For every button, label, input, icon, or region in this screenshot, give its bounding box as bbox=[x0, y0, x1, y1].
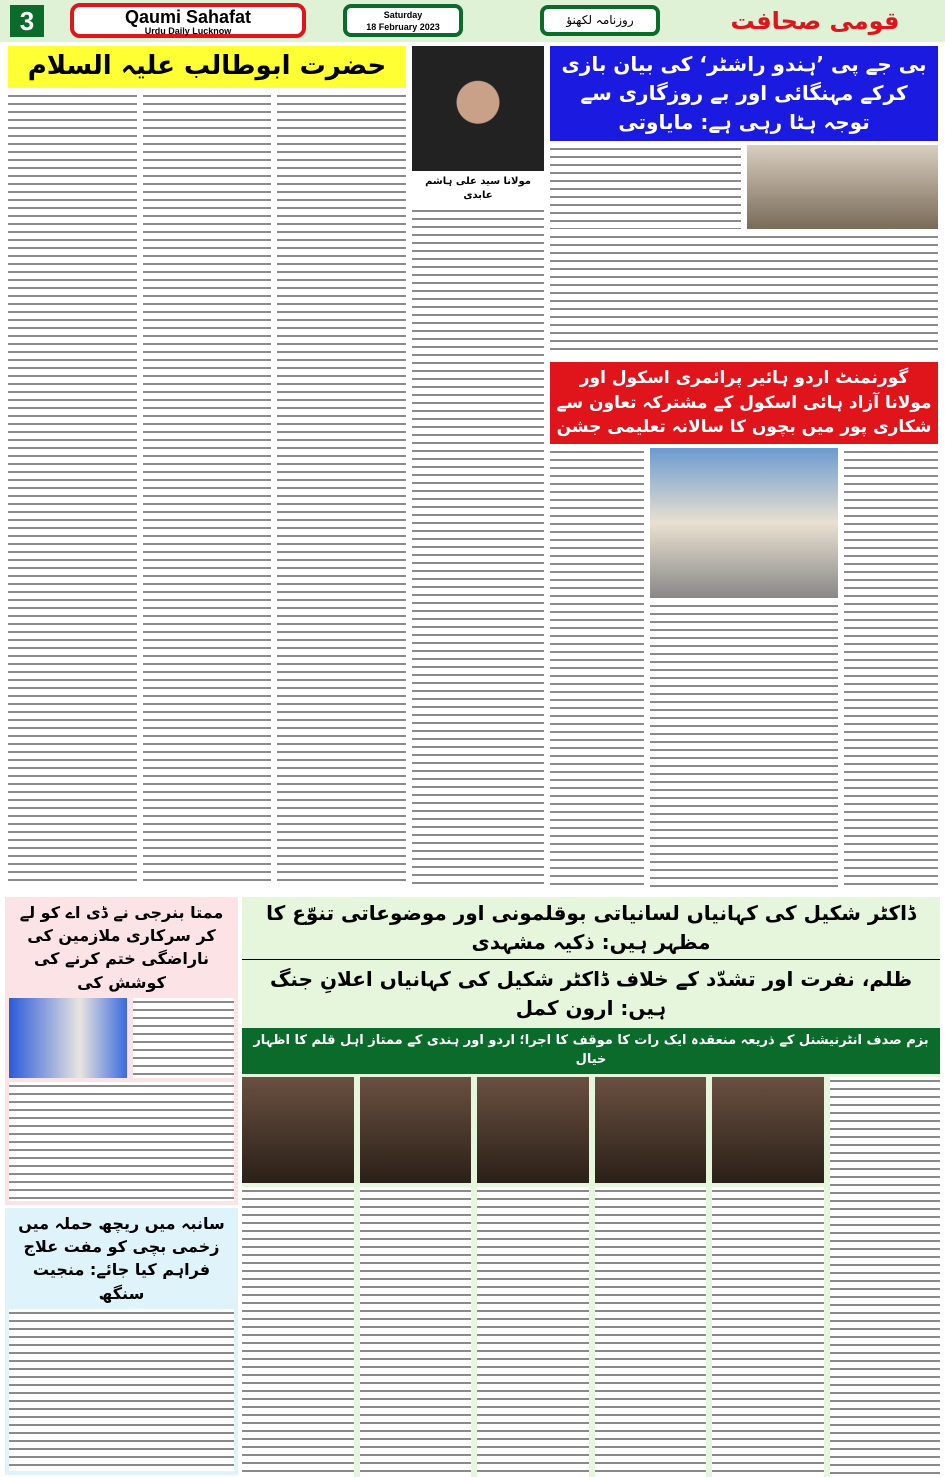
abu-talib-body bbox=[8, 92, 406, 887]
title: Qaumi Sahafat bbox=[124, 7, 252, 27]
shakeel-body bbox=[242, 1187, 824, 1477]
mamata-photo bbox=[9, 998, 127, 1078]
date-box bbox=[343, 4, 463, 37]
abu-talib-body-cont bbox=[412, 207, 544, 887]
page-number: 3 bbox=[10, 5, 44, 37]
speaker-photo bbox=[242, 1077, 354, 1183]
urdu-tag: روزنامہ لکھنؤ bbox=[540, 5, 660, 36]
mayawati-photo bbox=[747, 145, 938, 229]
author-column bbox=[412, 46, 544, 887]
school-photo bbox=[650, 448, 838, 598]
shakeel-headline-1: ڈاکٹر شکیل کی کہانیاں لسانیاتی بوقلمونی اور موضوعاتی تنوّع کا مظہر ہیں: ذکیہ مشہدی bbox=[242, 897, 940, 960]
mamata-body bbox=[9, 1082, 234, 1201]
abu-talib-headline: حضرت ابوطالب علیہ السلام bbox=[8, 46, 406, 88]
event-photos bbox=[242, 1077, 824, 1183]
date: 18 February 2023 bbox=[366, 22, 440, 32]
author-photo bbox=[412, 46, 544, 171]
mamata-box bbox=[5, 897, 238, 1205]
abu-talib-article bbox=[8, 46, 406, 887]
sanabah-headline: سانبہ میں ریچھ حملہ میں زخمی بچی کو مفت علاج فراہم کیا جائے: منجیت سنگھ bbox=[18, 1214, 225, 1303]
speaker-photo bbox=[360, 1077, 472, 1183]
mayawati-body-cont bbox=[550, 233, 938, 356]
shakeel-body-right bbox=[830, 1077, 940, 1477]
school-article bbox=[550, 362, 938, 890]
shakeel-headline-2: ظلم، نفرت اور تشدّد کے خلاف ڈاکٹر شکیل کی کہانیاں اعلانِ جنگ ہیں: ارون کمل bbox=[269, 967, 913, 1020]
mayawati-body bbox=[550, 145, 741, 229]
shakeel-subhead: بزم صدف انٹرنیشنل کے ذریعہ منعقدہ ایک رات کا موقف کا اجرا؛ اردو اور ہندی کے ممتاز اہل قلم کا اظہار خیال bbox=[242, 1028, 940, 1074]
school-body-mid bbox=[650, 602, 838, 890]
speaker-photo bbox=[595, 1077, 707, 1183]
sanabah-box bbox=[5, 1208, 238, 1475]
subtitle: Urdu Daily Lucknow bbox=[144, 26, 232, 36]
sanabah-body bbox=[9, 1309, 234, 1471]
mamata-headline: ممتا بنرجی نے ڈی اے کو لے کر سرکاری ملازمین کی ناراضگی ختم کرنے کی کوشش کی bbox=[19, 903, 224, 992]
school-body-left bbox=[550, 448, 644, 890]
newspaper-title bbox=[70, 3, 306, 38]
speaker-photo bbox=[477, 1077, 589, 1183]
mayawati-article bbox=[550, 46, 938, 356]
mamata-body-side bbox=[133, 998, 234, 1078]
speaker-photo bbox=[712, 1077, 824, 1183]
school-body-right bbox=[844, 448, 938, 890]
shakeel-section bbox=[242, 897, 940, 1477]
author-name: مولانا سید علی ہاشم عابدی bbox=[425, 176, 531, 201]
mayawati-headline: بی جے پی ’ہندو راشٹر‘ کی بیان بازی کرکے مہنگائی اور بے روزگاری سے توجہ ہٹا رہی ہے: مایاوتی bbox=[550, 46, 938, 141]
day: Saturday bbox=[383, 10, 423, 20]
school-headline: گورنمنٹ اردو ہائیر پرائمری اسکول اور مولانا آزاد ہائی اسکول کے مشترکہ تعاون سے شکاری پور میں بچوں کا سالانہ تعلیمی جشن bbox=[550, 362, 938, 444]
urdu-logo: قومی صحافت bbox=[730, 7, 900, 35]
